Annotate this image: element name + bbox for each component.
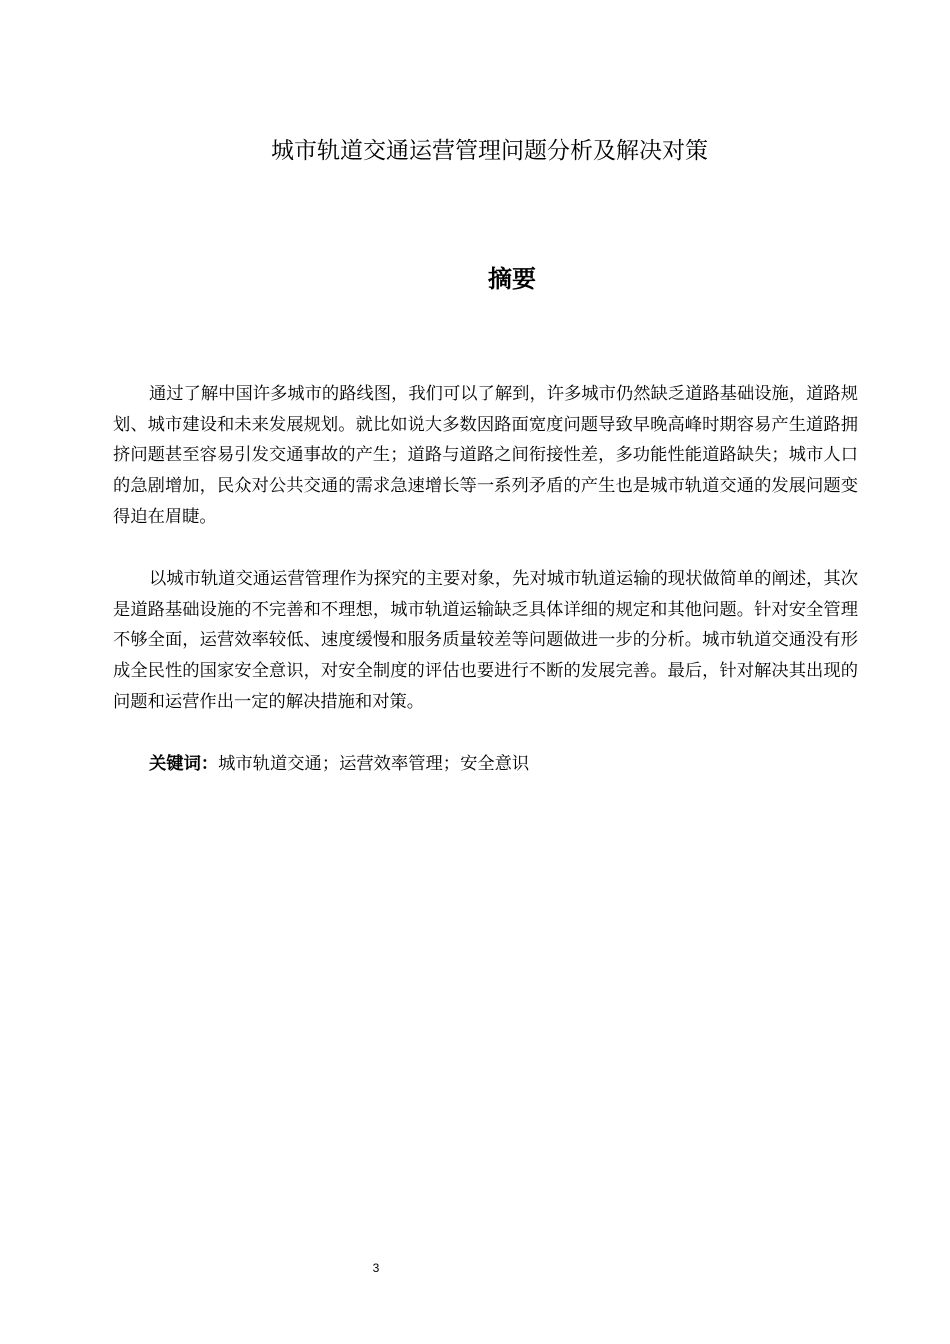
keywords-line — [149, 749, 529, 780]
document-title: 城市轨道交通运营管理问题分析及解决对策 — [271, 138, 708, 164]
keywords-label: 关键词： — [149, 754, 219, 774]
abstract-paragraph-2: 以城市轨道交通运营管理作为探究的主要对象，先对城市轨道运输的现状做简单的阐述，其次是道路基础设施的不完善和不理想，城市轨道运输缺乏具体详细的规定和其他问题。针对安全管理不够全面，运营效率较低、速度缓慢和服务质量较差等问题做进一步的分析。城市轨道交通没有形成全民性的国家安全意识，对安全制度的评估也要进行不断的发展完善。最后，针对解决其出现的问题和运营作出一定的解决措施和对策。 — [113, 569, 858, 712]
abstract-heading: 摘要 — [488, 265, 536, 293]
abstract-paragraph-1: 通过了解中国许多城市的路线图，我们可以了解到，许多城市仍然缺乏道路基础设施，道路规划、城市建设和未来发展规划。就比如说大多数因路面宽度问题导致早晚高峰时期容易产生道路拥挤问题甚至容易引发交通事故的产生；道路与道路之间衔接性差，多功能性能道路缺失；城市人口的急剧增加，民众对公共交通的需求急速增长等一系列矛盾的产生也是城市轨道交通的发展问题变得迫在眉睫。 — [113, 384, 858, 527]
page-number: 3 — [372, 1261, 380, 1275]
keywords-value: 城市轨道交通；运营效率管理；安全意识 — [218, 754, 530, 774]
